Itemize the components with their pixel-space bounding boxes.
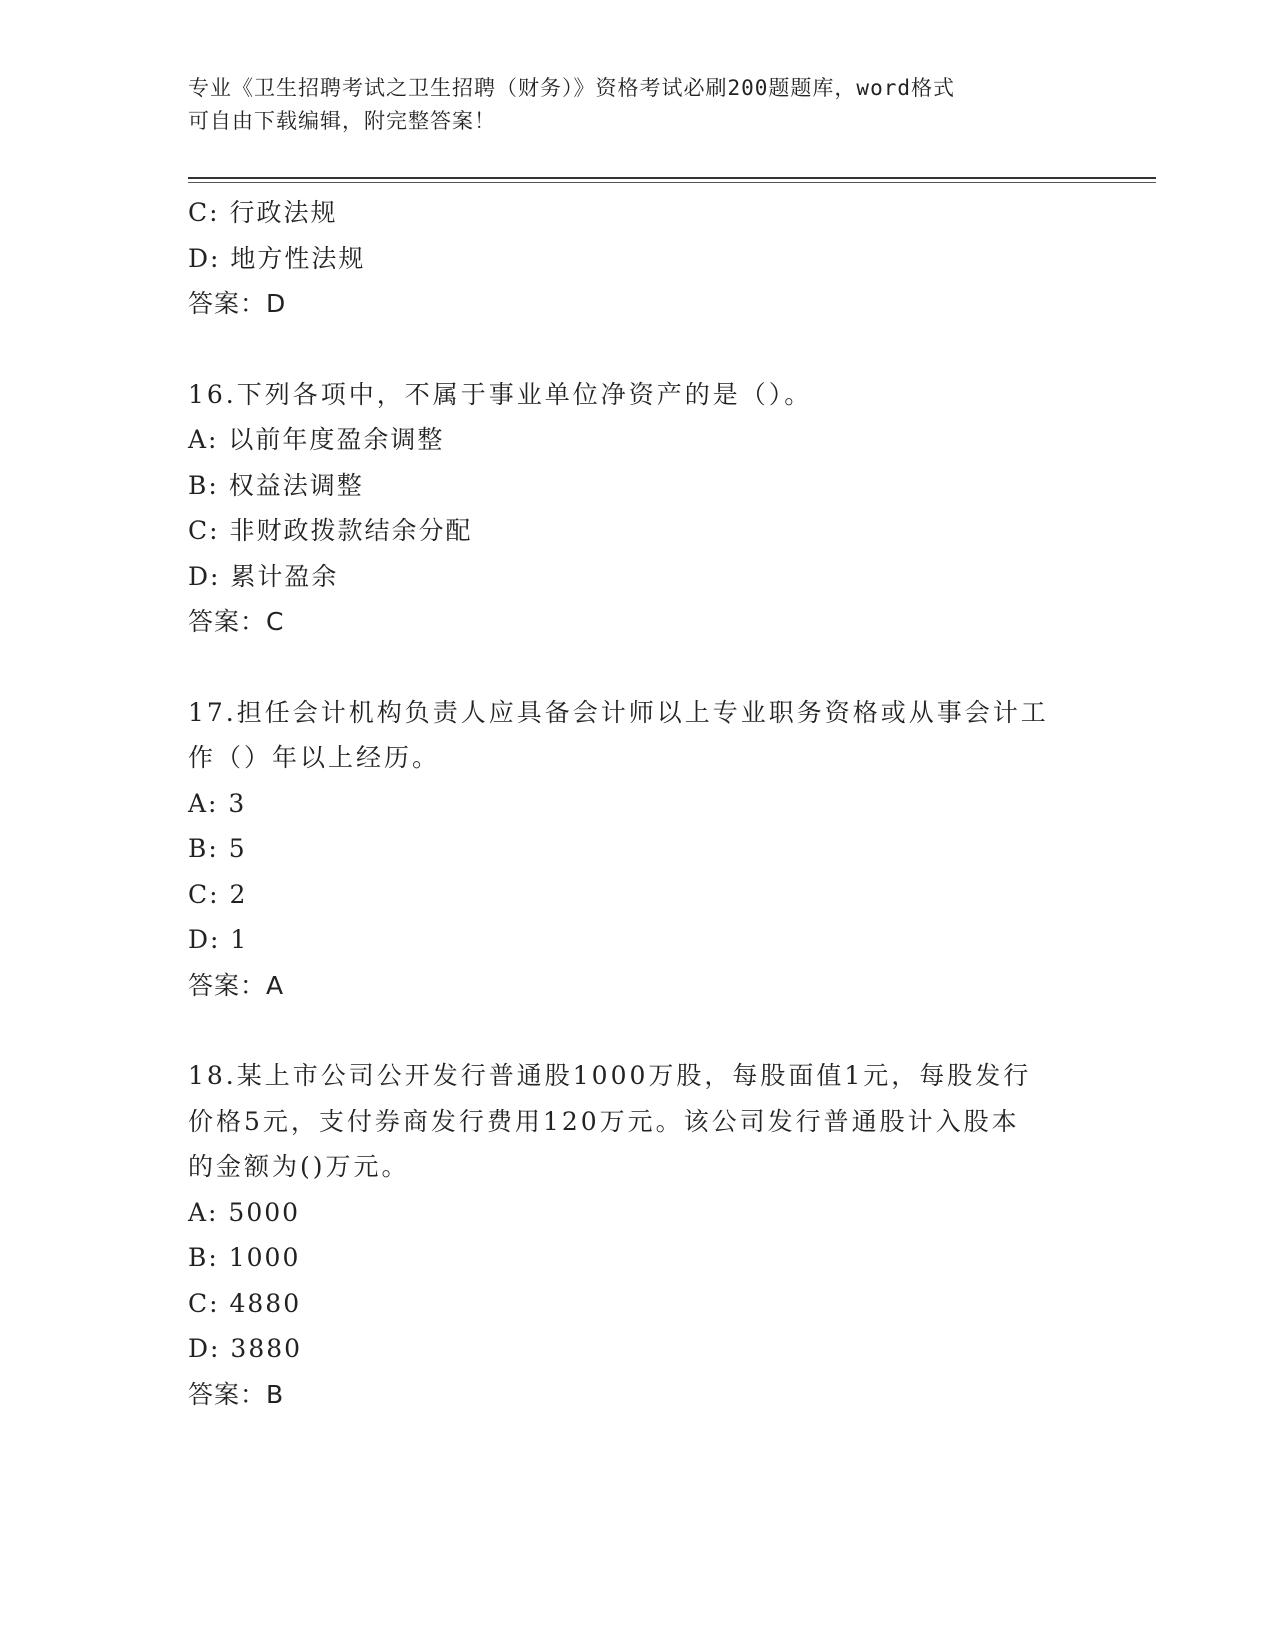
question-stem: 16.下列各项中，不属于事业单位净资产的是（）。 bbox=[188, 379, 813, 409]
option-a: A: 5000 bbox=[188, 1197, 301, 1227]
question-15-fragment bbox=[188, 190, 1088, 327]
question-list bbox=[188, 190, 1088, 1417]
answer-line: 答案：D bbox=[188, 289, 287, 318]
option-d: D: 1 bbox=[188, 925, 249, 954]
option-b: B: 1000 bbox=[188, 1243, 301, 1272]
question-18 bbox=[188, 1053, 1088, 1417]
header-line-2: 可自由下载编辑，附完整答案！ bbox=[188, 109, 496, 133]
answer-line: 答案：B bbox=[188, 1379, 285, 1409]
option-c: C: 行政法规 bbox=[188, 198, 338, 227]
option-c: C: 非财政拨款结余分配 bbox=[188, 516, 473, 545]
option-b: B: 权益法调整 bbox=[188, 470, 364, 500]
question-stem-line-2: 价格5元，支付券商发行费用120万元。该公司发行普通股计入股本 bbox=[188, 1106, 1020, 1136]
option-c: C: 2 bbox=[188, 879, 248, 909]
option-a: A: 3 bbox=[188, 788, 247, 818]
question-16 bbox=[188, 372, 1088, 645]
question-stem-line-3: 的金额为()万元。 bbox=[188, 1152, 410, 1181]
option-c: C: 4880 bbox=[188, 1288, 302, 1318]
question-stem-line-1: 18.某上市公司公开发行普通股1000万股，每股面值1元，每股发行 bbox=[188, 1061, 1032, 1090]
spacer bbox=[188, 645, 1088, 690]
header-line-1: 专业《卫生招聘考试之卫生招聘（财务）》资格考试必刷200题题库，word格式 bbox=[188, 76, 955, 100]
option-d: D: 3880 bbox=[188, 1334, 303, 1363]
spacer bbox=[188, 1008, 1088, 1053]
document-header bbox=[188, 72, 1068, 138]
question-stem-line-1: 17.担任会计机构负责人应具备会计师以上专业职务资格或从事会计工 bbox=[188, 697, 1049, 727]
option-d: D: 累计盈余 bbox=[188, 561, 339, 591]
header-divider-thin bbox=[188, 182, 1156, 183]
option-b: B: 5 bbox=[188, 834, 247, 863]
question-17 bbox=[188, 690, 1088, 1009]
spacer bbox=[188, 327, 1088, 372]
option-d: D: 地方性法规 bbox=[188, 243, 366, 273]
header-divider-thick bbox=[188, 177, 1156, 179]
option-a: A: 以前年度盈余调整 bbox=[188, 425, 445, 454]
answer-line: 答案：A bbox=[188, 970, 285, 1000]
question-stem-line-2: 作（）年以上经历。 bbox=[188, 743, 441, 772]
answer-line: 答案：C bbox=[188, 607, 285, 636]
